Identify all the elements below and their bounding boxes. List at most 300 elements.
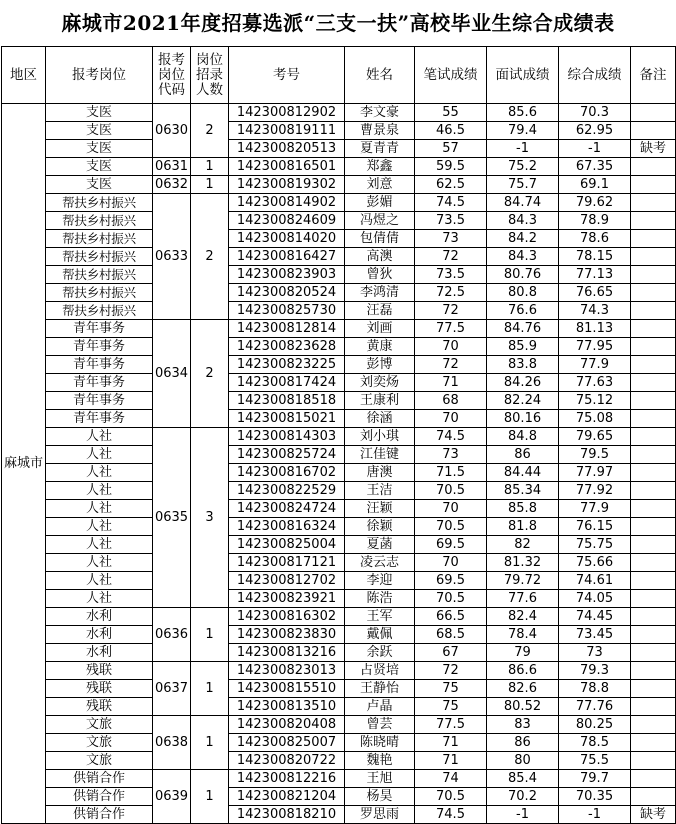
table-row: [2, 590, 676, 608]
name-cell: 高澳: [345, 248, 415, 266]
interview-score-cell: 85.6: [487, 104, 559, 122]
post-cell: 青年事务: [46, 410, 153, 428]
written-score-cell: 70.5: [415, 482, 487, 500]
exam-no-cell: 142300816302: [229, 608, 345, 626]
total-score-cell: 77.76: [559, 698, 631, 716]
name-cell: 罗思雨: [345, 806, 415, 824]
remark-cell: [631, 338, 676, 356]
table-row: [2, 158, 676, 176]
region-cell: 麻城市: [2, 104, 46, 824]
exam-no-cell: 142300816324: [229, 518, 345, 536]
post-cell: 支医: [46, 158, 153, 176]
exam-no-cell: 142300823921: [229, 590, 345, 608]
interview-score-cell: 77.6: [487, 590, 559, 608]
written-score-cell: 72: [415, 356, 487, 374]
exam-no-cell: 142300816427: [229, 248, 345, 266]
name-cell: 余跃: [345, 644, 415, 662]
table-row: [2, 122, 676, 140]
total-score-cell: 77.13: [559, 266, 631, 284]
total-score-cell: 74.61: [559, 572, 631, 590]
post-cell: 帮扶乡村振兴: [46, 194, 153, 212]
table-row: [2, 284, 676, 302]
post-code-cell: 0637: [153, 662, 191, 716]
table-row: [2, 176, 676, 194]
remark-cell: [631, 554, 676, 572]
total-score-cell: 77.9: [559, 500, 631, 518]
interview-score-cell: 84.3: [487, 248, 559, 266]
post-cell: 青年事务: [46, 338, 153, 356]
name-cell: 唐澳: [345, 464, 415, 482]
name-cell: 郑鑫: [345, 158, 415, 176]
exam-no-cell: 142300824609: [229, 212, 345, 230]
remark-cell: [631, 230, 676, 248]
name-cell: 彭博: [345, 356, 415, 374]
table-row: [2, 572, 676, 590]
interview-score-cell: 83.8: [487, 356, 559, 374]
remark-cell: [631, 320, 676, 338]
header-remark: 备注: [631, 47, 676, 104]
remark-cell: [631, 788, 676, 806]
remark-cell: [631, 662, 676, 680]
post-cell: 青年事务: [46, 356, 153, 374]
table-row: [2, 320, 676, 338]
exam-no-cell: 142300823013: [229, 662, 345, 680]
name-cell: 杨昊: [345, 788, 415, 806]
name-cell: 卢晶: [345, 698, 415, 716]
interview-score-cell: 86: [487, 734, 559, 752]
post-cell: 人社: [46, 446, 153, 464]
table-row: [2, 356, 676, 374]
interview-score-cell: 85.9: [487, 338, 559, 356]
remark-cell: [631, 716, 676, 734]
name-cell: 曾狄: [345, 266, 415, 284]
post-cell: 人社: [46, 428, 153, 446]
post-cell: 帮扶乡村振兴: [46, 212, 153, 230]
post-code-cell: 0635: [153, 428, 191, 608]
remark-cell: [631, 410, 676, 428]
name-cell: 陈浩: [345, 590, 415, 608]
name-cell: 曾芸: [345, 716, 415, 734]
written-score-cell: 69.5: [415, 536, 487, 554]
table-row: [2, 716, 676, 734]
header-written: 笔试成绩: [415, 47, 487, 104]
remark-cell: [631, 284, 676, 302]
remark-cell: [631, 680, 676, 698]
written-score-cell: 68: [415, 392, 487, 410]
interview-score-cell: 80.16: [487, 410, 559, 428]
score-table: [1, 46, 676, 824]
remark-cell: [631, 212, 676, 230]
post-cell: 人社: [46, 500, 153, 518]
table-row: [2, 734, 676, 752]
exam-no-cell: 142300824724: [229, 500, 345, 518]
post-cell: 人社: [46, 464, 153, 482]
exam-no-cell: 142300818210: [229, 806, 345, 824]
total-score-cell: 75.75: [559, 536, 631, 554]
name-cell: 刘奕炀: [345, 374, 415, 392]
written-score-cell: 75: [415, 680, 487, 698]
exam-no-cell: 142300825730: [229, 302, 345, 320]
total-score-cell: 76.15: [559, 518, 631, 536]
interview-score-cell: 76.6: [487, 302, 559, 320]
page-title: 麻城市2021年度招募选派“三支一扶”高校毕业生综合成绩表: [61, 11, 615, 35]
total-score-cell: 73.45: [559, 626, 631, 644]
remark-cell: [631, 194, 676, 212]
table-row: [2, 500, 676, 518]
name-cell: 刘小琪: [345, 428, 415, 446]
written-score-cell: 77.5: [415, 320, 487, 338]
name-cell: 夏菡: [345, 536, 415, 554]
post-code-cell: 0638: [153, 716, 191, 770]
interview-score-cell: 80: [487, 752, 559, 770]
written-score-cell: 46.5: [415, 122, 487, 140]
written-score-cell: 71: [415, 374, 487, 392]
table-row: [2, 536, 676, 554]
written-score-cell: 71.5: [415, 464, 487, 482]
table-row: [2, 626, 676, 644]
total-score-cell: 77.95: [559, 338, 631, 356]
post-cell: 人社: [46, 554, 153, 572]
quota-cell: 2: [191, 194, 229, 320]
written-score-cell: 77.5: [415, 716, 487, 734]
name-cell: 刘画: [345, 320, 415, 338]
interview-score-cell: 80.76: [487, 266, 559, 284]
written-score-cell: 71: [415, 734, 487, 752]
interview-score-cell: -1: [487, 140, 559, 158]
post-cell: 人社: [46, 572, 153, 590]
header-interview: 面试成绩: [487, 47, 559, 104]
interview-score-cell: 84.3: [487, 212, 559, 230]
remark-cell: [631, 608, 676, 626]
post-cell: 人社: [46, 482, 153, 500]
exam-no-cell: 142300813510: [229, 698, 345, 716]
total-score-cell: 78.15: [559, 248, 631, 266]
written-score-cell: 73.5: [415, 266, 487, 284]
total-score-cell: 74.45: [559, 608, 631, 626]
name-cell: 李迎: [345, 572, 415, 590]
written-score-cell: 70.5: [415, 518, 487, 536]
post-cell: 供销合作: [46, 806, 153, 824]
total-score-cell: 75.66: [559, 554, 631, 572]
table-row: [2, 788, 676, 806]
post-cell: 人社: [46, 536, 153, 554]
interview-score-cell: 85.34: [487, 482, 559, 500]
name-cell: 李鸿清: [345, 284, 415, 302]
total-score-cell: 78.8: [559, 680, 631, 698]
written-score-cell: 74: [415, 770, 487, 788]
interview-score-cell: 80.52: [487, 698, 559, 716]
written-score-cell: 70: [415, 338, 487, 356]
remark-cell: [631, 446, 676, 464]
post-cell: 青年事务: [46, 374, 153, 392]
table-row: [2, 302, 676, 320]
post-cell: 供销合作: [46, 770, 153, 788]
name-cell: 魏艳: [345, 752, 415, 770]
quota-cell: 1: [191, 662, 229, 716]
exam-no-cell: 142300815021: [229, 410, 345, 428]
header-region: 地区: [2, 47, 46, 104]
table-row: [2, 806, 676, 824]
exam-no-cell: 142300812814: [229, 320, 345, 338]
interview-score-cell: 75.7: [487, 176, 559, 194]
post-cell: 水利: [46, 608, 153, 626]
remark-cell: [631, 734, 676, 752]
exam-no-cell: 142300825004: [229, 536, 345, 554]
post-cell: 水利: [46, 626, 153, 644]
interview-score-cell: 82.4: [487, 608, 559, 626]
total-score-cell: 70.35: [559, 788, 631, 806]
written-score-cell: 66.5: [415, 608, 487, 626]
quota-cell: 1: [191, 770, 229, 824]
written-score-cell: 72: [415, 248, 487, 266]
post-code-cell: 0632: [153, 176, 191, 194]
remark-cell: [631, 572, 676, 590]
interview-score-cell: -1: [487, 806, 559, 824]
total-score-cell: 74.3: [559, 302, 631, 320]
exam-no-cell: 142300823225: [229, 356, 345, 374]
remark-cell: [631, 464, 676, 482]
total-score-cell: 74.05: [559, 590, 631, 608]
quota-cell: 1: [191, 176, 229, 194]
table-row: [2, 140, 676, 158]
written-score-cell: 70: [415, 500, 487, 518]
remark-cell: [631, 590, 676, 608]
interview-score-cell: 85.4: [487, 770, 559, 788]
header-row: [2, 47, 676, 104]
table-row: [2, 662, 676, 680]
total-score-cell: 77.92: [559, 482, 631, 500]
post-cell: 残联: [46, 698, 153, 716]
interview-score-cell: 79: [487, 644, 559, 662]
remark-cell: [631, 644, 676, 662]
total-score-cell: 80.25: [559, 716, 631, 734]
written-score-cell: 57: [415, 140, 487, 158]
post-cell: 帮扶乡村振兴: [46, 230, 153, 248]
remark-cell: [631, 698, 676, 716]
table-row: [2, 338, 676, 356]
name-cell: 夏青青: [345, 140, 415, 158]
interview-score-cell: 70.2: [487, 788, 559, 806]
header-name: 姓名: [345, 47, 415, 104]
post-cell: 支医: [46, 140, 153, 158]
written-score-cell: 69.5: [415, 572, 487, 590]
written-score-cell: 73.5: [415, 212, 487, 230]
written-score-cell: 70.5: [415, 788, 487, 806]
interview-score-cell: 80.8: [487, 284, 559, 302]
total-score-cell: -1: [559, 140, 631, 158]
total-score-cell: 75.08: [559, 410, 631, 428]
name-cell: 李文豪: [345, 104, 415, 122]
remark-cell: [631, 374, 676, 392]
name-cell: 王静怡: [345, 680, 415, 698]
interview-score-cell: 86.6: [487, 662, 559, 680]
table-row: [2, 266, 676, 284]
written-score-cell: 59.5: [415, 158, 487, 176]
table-row: [2, 608, 676, 626]
remark-cell: [631, 176, 676, 194]
exam-no-cell: 142300825724: [229, 446, 345, 464]
exam-no-cell: 142300819302: [229, 176, 345, 194]
table-row: [2, 464, 676, 482]
written-score-cell: 72: [415, 302, 487, 320]
table-row: [2, 392, 676, 410]
exam-no-cell: 142300825007: [229, 734, 345, 752]
name-cell: 占贤培: [345, 662, 415, 680]
post-cell: 残联: [46, 662, 153, 680]
interview-score-cell: 84.2: [487, 230, 559, 248]
remark-cell: 缺考: [631, 140, 676, 158]
interview-score-cell: 86: [487, 446, 559, 464]
header-post: 报考岗位: [46, 47, 153, 104]
table-row: [2, 428, 676, 446]
quota-cell: 1: [191, 608, 229, 662]
table-row: [2, 752, 676, 770]
quota-cell: 2: [191, 320, 229, 428]
table-row: [2, 104, 676, 122]
name-cell: 包倩倩: [345, 230, 415, 248]
written-score-cell: 67: [415, 644, 487, 662]
quota-cell: 1: [191, 716, 229, 770]
written-score-cell: 68.5: [415, 626, 487, 644]
total-score-cell: 79.7: [559, 770, 631, 788]
name-cell: 刘意: [345, 176, 415, 194]
total-score-cell: 73: [559, 644, 631, 662]
post-cell: 人社: [46, 518, 153, 536]
post-cell: 文旅: [46, 716, 153, 734]
post-cell: 文旅: [46, 752, 153, 770]
header-quota: 岗位招录人数: [191, 47, 229, 104]
exam-no-cell: 142300812702: [229, 572, 345, 590]
name-cell: 冯煜之: [345, 212, 415, 230]
exam-no-cell: 142300823830: [229, 626, 345, 644]
post-cell: 青年事务: [46, 320, 153, 338]
interview-score-cell: 82.24: [487, 392, 559, 410]
remark-cell: [631, 392, 676, 410]
post-code-cell: 0630: [153, 104, 191, 158]
interview-score-cell: 81.8: [487, 518, 559, 536]
written-score-cell: 70: [415, 410, 487, 428]
remark-cell: [631, 158, 676, 176]
total-score-cell: 70.3: [559, 104, 631, 122]
quota-cell: 2: [191, 104, 229, 158]
post-cell: 水利: [46, 644, 153, 662]
exam-no-cell: 142300812216: [229, 770, 345, 788]
name-cell: 汪颖: [345, 500, 415, 518]
table-row: [2, 482, 676, 500]
exam-no-cell: 142300818518: [229, 392, 345, 410]
name-cell: 汪磊: [345, 302, 415, 320]
interview-score-cell: 78.4: [487, 626, 559, 644]
post-cell: 支医: [46, 176, 153, 194]
name-cell: 凌云志: [345, 554, 415, 572]
header-total: 综合成绩: [559, 47, 631, 104]
exam-no-cell: 142300816702: [229, 464, 345, 482]
total-score-cell: 77.63: [559, 374, 631, 392]
table-row: [2, 554, 676, 572]
post-cell: 帮扶乡村振兴: [46, 248, 153, 266]
name-cell: 徐颖: [345, 518, 415, 536]
written-score-cell: 72.5: [415, 284, 487, 302]
remark-cell: [631, 482, 676, 500]
remark-cell: [631, 266, 676, 284]
header-post-code: 报考岗位代码: [153, 47, 191, 104]
exam-no-cell: 142300820408: [229, 716, 345, 734]
post-cell: 青年事务: [46, 392, 153, 410]
total-score-cell: 75.5: [559, 752, 631, 770]
name-cell: 王康利: [345, 392, 415, 410]
interview-score-cell: 84.74: [487, 194, 559, 212]
written-score-cell: 74.5: [415, 428, 487, 446]
written-score-cell: 55: [415, 104, 487, 122]
total-score-cell: 79.3: [559, 662, 631, 680]
post-code-cell: 0634: [153, 320, 191, 428]
post-code-cell: 0639: [153, 770, 191, 824]
total-score-cell: 77.97: [559, 464, 631, 482]
total-score-cell: 75.12: [559, 392, 631, 410]
table-row: [2, 248, 676, 266]
written-score-cell: 74.5: [415, 194, 487, 212]
exam-no-cell: 142300816501: [229, 158, 345, 176]
exam-no-cell: 142300814902: [229, 194, 345, 212]
table-row: [2, 770, 676, 788]
exam-no-cell: 142300819111: [229, 122, 345, 140]
name-cell: 王军: [345, 608, 415, 626]
written-score-cell: 73: [415, 230, 487, 248]
post-cell: 供销合作: [46, 788, 153, 806]
interview-score-cell: 83: [487, 716, 559, 734]
name-cell: 戴佩: [345, 626, 415, 644]
written-score-cell: 70.5: [415, 590, 487, 608]
remark-cell: [631, 626, 676, 644]
interview-score-cell: 82.6: [487, 680, 559, 698]
name-cell: 王旭: [345, 770, 415, 788]
interview-score-cell: 84.8: [487, 428, 559, 446]
quota-cell: 3: [191, 428, 229, 608]
table-row: [2, 374, 676, 392]
written-score-cell: 71: [415, 752, 487, 770]
post-code-cell: 0636: [153, 608, 191, 662]
total-score-cell: 78.9: [559, 212, 631, 230]
total-score-cell: 62.95: [559, 122, 631, 140]
total-score-cell: 67.35: [559, 158, 631, 176]
post-cell: 人社: [46, 590, 153, 608]
written-score-cell: 72: [415, 662, 487, 680]
name-cell: 江佳键: [345, 446, 415, 464]
quota-cell: 1: [191, 158, 229, 176]
total-score-cell: 76.65: [559, 284, 631, 302]
table-row: [2, 518, 676, 536]
post-cell: 帮扶乡村振兴: [46, 266, 153, 284]
interview-score-cell: 79.4: [487, 122, 559, 140]
post-cell: 帮扶乡村振兴: [46, 284, 153, 302]
exam-no-cell: 142300814303: [229, 428, 345, 446]
written-score-cell: 74.5: [415, 806, 487, 824]
table-row: [2, 230, 676, 248]
interview-score-cell: 85.8: [487, 500, 559, 518]
interview-score-cell: 75.2: [487, 158, 559, 176]
total-score-cell: 77.9: [559, 356, 631, 374]
written-score-cell: 75: [415, 698, 487, 716]
interview-score-cell: 81.32: [487, 554, 559, 572]
remark-cell: [631, 122, 676, 140]
exam-no-cell: 142300823903: [229, 266, 345, 284]
name-cell: 黄康: [345, 338, 415, 356]
remark-cell: [631, 428, 676, 446]
exam-no-cell: 142300823628: [229, 338, 345, 356]
table-row: [2, 698, 676, 716]
remark-cell: [631, 104, 676, 122]
remark-cell: [631, 752, 676, 770]
